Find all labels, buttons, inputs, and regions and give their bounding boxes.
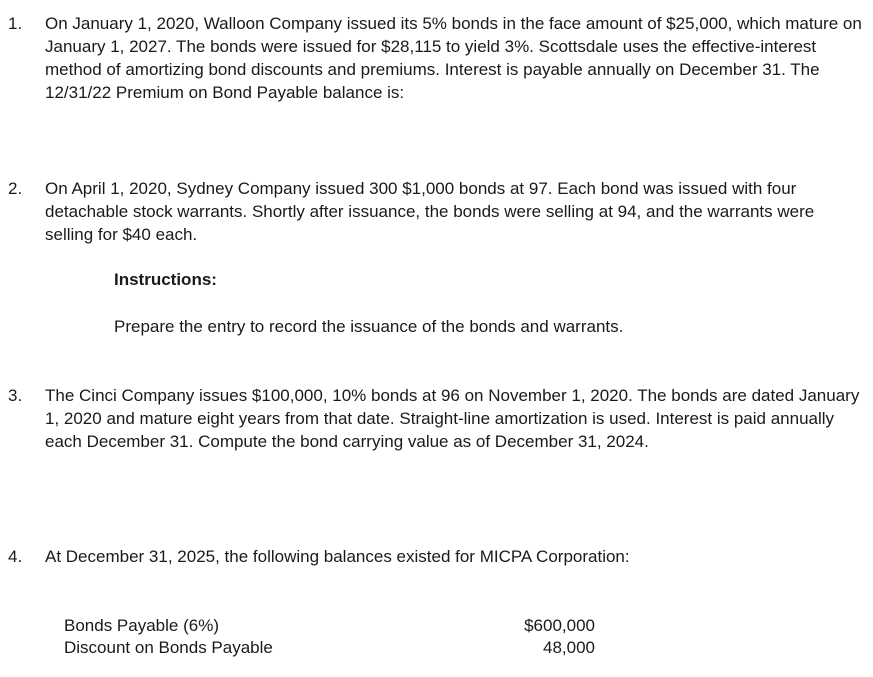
problem-text: At December 31, 2025, the following balances existed for MICPA Corporation: (45, 547, 630, 566)
balance-row (0, 614, 873, 636)
problem-number: 2. (8, 179, 23, 198)
problem-number: 4. (8, 547, 23, 566)
balance-value: 48,000 (543, 638, 595, 657)
problem-text: On April 1, 2020, Sydney Company issued 300 $1,000 bonds at 97. Each bond was issued with four detachable stock warrants. Shortly after issuance, the bonds were selling at 94, and the warrants were selling for $40 each. (45, 179, 815, 244)
balance-row (0, 636, 873, 658)
instructions-heading: Instructions: (114, 270, 217, 289)
problem-number: 1. (8, 14, 23, 33)
problem-text: On January 1, 2020, Walloon Company issued its 5% bonds in the face amount of $25,000, which mature on January 1, 2027. The bonds were issued for $28,115 to yield 3%. Scottsdale uses the effective-interest method of amortizing bond discounts and premiums. Interest is payable annually on December 31. The 12/31/22 Premium on Bond Payable balance is: (45, 14, 862, 102)
balance-label: Bonds Payable (6%) (64, 616, 219, 635)
instructions-text: Prepare the entry to record the issuance of the bonds and warrants. (114, 317, 624, 336)
problem-number: 3. (8, 386, 23, 405)
balance-label: Discount on Bonds Payable (64, 638, 273, 657)
balance-value: $600,000 (524, 616, 595, 635)
problem-text: The Cinci Company issues $100,000, 10% bonds at 96 on November 1, 2020. The bonds are dated January 1, 2020 and mature eight years from that date. Straight-line amortization is used. Interest is paid annually each December 31. Compute the bond carrying value as of December 31, 2024. (45, 386, 860, 451)
